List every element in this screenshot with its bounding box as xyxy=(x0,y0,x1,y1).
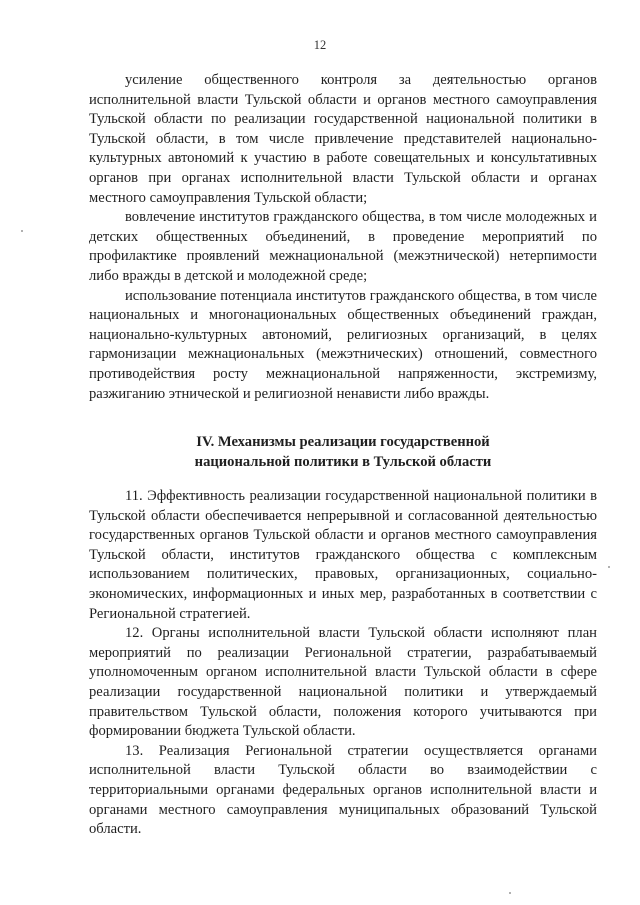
objectives-list xyxy=(89,71,597,404)
page-number: 12 xyxy=(313,38,327,52)
paragraph-11: 11. Эффективность реализации государственной национальной политики в Тульской области обеспечивается непрерывной и согласованной деятельностью государственных органов Тульской области и органов местного самоуправления Тульской области, институтов гражданского общества с комплексным использованием политических, правовых, организационных, социально-экономических, информационных и иных мер, разработанных в соответствии с Региональной стратегией. xyxy=(89,488,597,622)
scan-speck xyxy=(608,566,610,568)
section-heading-line-2: национальной политики в Тульской области xyxy=(194,453,492,470)
paragraph-12: 12. Органы исполнительной власти Тульской области исполняют план мероприятий по реализации Региональной стратегии, разрабатываемый уполномоченным органом исполнительной власти Тульской области в сфере реализации государственной национальной политики и утверждаемый правительством Тульской области, положения которого учитываются при формировании бюджета Тульской области. xyxy=(89,625,597,740)
scan-speck xyxy=(509,892,511,894)
mechanisms-section xyxy=(89,487,597,840)
paragraph-13: 13. Реализация Региональной стратегии осуществляется органами исполнительной власти Тульской области во взаимодействии с территориальными органами федеральных органов исполнительной власти и органами местного самоуправления муниципальных образований Тульской области. xyxy=(89,742,597,838)
section-heading xyxy=(89,433,597,473)
scan-speck xyxy=(21,230,23,232)
paragraph-civil-society-potential: использование потенциала институтов гражданского общества, в том числе национальных и многонациональных общественных объединений граждан, национально-культурных автономий, религиозных организаций, в целях гармонизации межнациональных (межэтнических) отношений, совместного противодействия росту межнациональной напряженности, экстремизму, разжиганию этнической и религиозной ненависти либо вражды. xyxy=(89,287,597,402)
section-heading-line-1: IV. Механизмы реализации государственной xyxy=(196,434,490,450)
paragraph-public-control: усиление общественного контроля за деятельностью органов исполнительной власти Тульской области и органов местного самоуправления Тульской области по реализации государственной национальной политики в Тульской области, в том числе привлечение представителей национально-культурных автономий к участию в работе совещательных и консультативных органов при органах исполнительной власти Тульской области и органах местного самоуправления Тульской области; xyxy=(89,72,597,206)
paragraph-civil-institutions-involvement: вовлечение институтов гражданского общества, в том числе молодежных и детских общественных объединений, в проведение мероприятий по профилактике проявлений межнациональной (межэтнической) нетерпимости либо вражды в детской и молодежной среде; xyxy=(89,209,597,284)
